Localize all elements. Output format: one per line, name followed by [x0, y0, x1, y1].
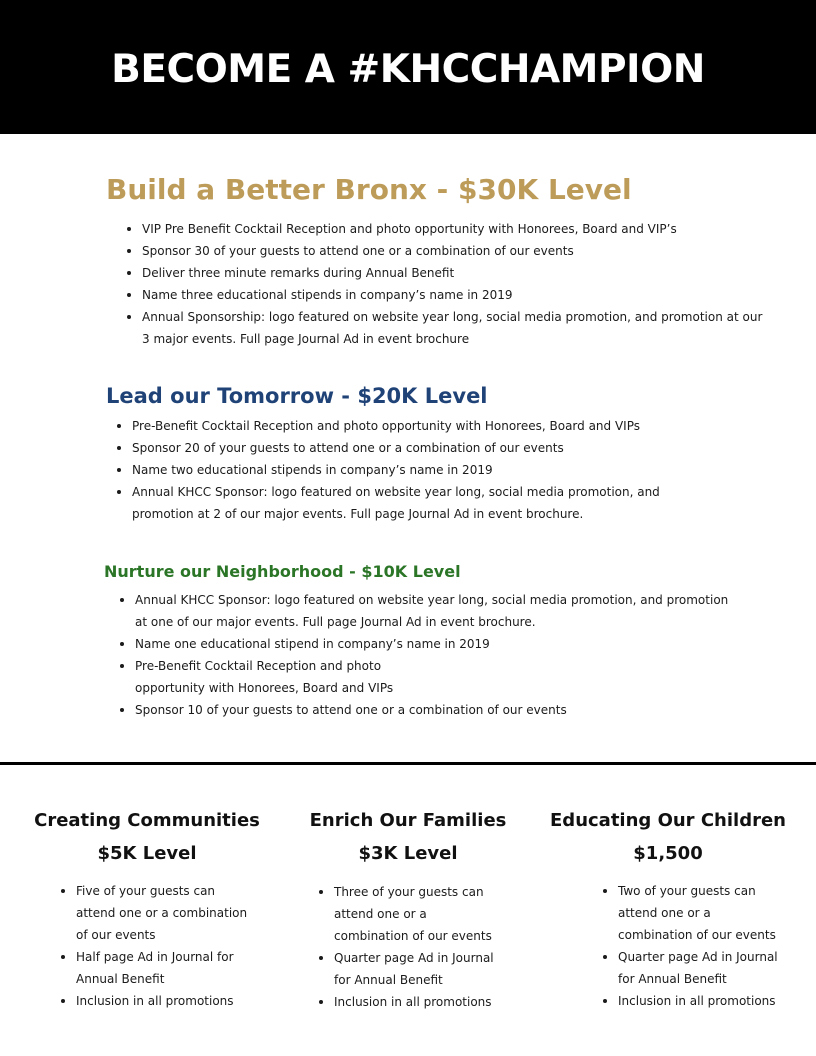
tier-5k-name: Creating Communities [34, 810, 260, 831]
tier-3k-level: $3K Level [358, 843, 458, 864]
tier-5k-benefits [58, 880, 254, 1012]
list-item: Inclusion in all promotions [600, 990, 780, 1012]
tier-10k-heading: Nurture our Neighborhood - $10K Level [104, 562, 461, 581]
list-item: VIP Pre Benefit Cocktail Reception and photo opportunity with Honorees, Board and VIP’s [124, 218, 764, 240]
list-item: Inclusion in all promotions [58, 990, 254, 1012]
tier-30k-heading: Build a Better Bronx - $30K Level [106, 173, 632, 206]
list-item: Three of your guests can attend one or a combination of our events [316, 881, 500, 947]
list-item: Quarter page Ad in Journal for Annual Benefit [316, 947, 500, 991]
list-item: Name three educational stipends in company’s name in 2019 [124, 284, 764, 306]
tier-1500-level: $1,500 [633, 843, 703, 864]
list-item: Quarter page Ad in Journal for Annual Benefit [600, 946, 780, 990]
tier-1500-benefits [600, 880, 780, 1012]
tier-3k-title [290, 804, 526, 870]
tier-5k-title [20, 804, 274, 870]
list-item: Sponsor 30 of your guests to attend one or a combination of our events [124, 240, 764, 262]
list-item: Half page Ad in Journal for Annual Benefit [58, 946, 254, 990]
list-item: Annual Sponsorship: logo featured on website year long, social media promotion, and promotion at our 3 major events. Full page Journal Ad in event brochure [124, 306, 764, 350]
tier-1500-title [540, 804, 796, 870]
tier-20k-heading: Lead our Tomorrow - $20K Level [106, 384, 488, 408]
tier-1500-name: Educating Our Children [550, 810, 786, 831]
tier-3k-benefits [316, 881, 500, 1013]
list-item: Sponsor 10 of your guests to attend one or a combination of our events [117, 699, 732, 721]
list-item: Pre-Benefit Cocktail Reception and photo opportunity with Honorees, Board and VIPs [114, 415, 674, 437]
header-banner [0, 0, 816, 134]
list-item: Annual KHCC Sponsor: logo featured on website year long, social media promotion, and promotion at 2 of our major events. Full page Journal Ad in event brochure. [114, 481, 674, 525]
tier-3k-name: Enrich Our Families [309, 810, 507, 831]
section-divider [0, 762, 816, 765]
list-item: Name two educational stipends in company’s name in 2019 [114, 459, 674, 481]
list-item: Pre-Benefit Cocktail Reception and photo opportunity with Honorees, Board and VIPs [117, 655, 415, 699]
tier-20k-benefits [114, 415, 674, 525]
list-item: Name one educational stipend in company’s name in 2019 [117, 633, 732, 655]
list-item: Deliver three minute remarks during Annual Benefit [124, 262, 764, 284]
list-item: Five of your guests can attend one or a combination of our events [58, 880, 254, 946]
list-item: Sponsor 20 of your guests to attend one or a combination of our events [114, 437, 674, 459]
tier-5k-level: $5K Level [97, 843, 197, 864]
list-item: Inclusion in all promotions [316, 991, 500, 1013]
tier-10k-benefits [117, 589, 732, 721]
tier-30k-benefits [124, 218, 764, 350]
list-item: Annual KHCC Sponsor: logo featured on website year long, social media promotion, and promotion at one of our major events. Full page Journal Ad in event brochure. [117, 589, 732, 633]
page-title: BECOME A #KHCCHAMPION [111, 47, 705, 92]
list-item: Two of your guests can attend one or a combination of our events [600, 880, 780, 946]
